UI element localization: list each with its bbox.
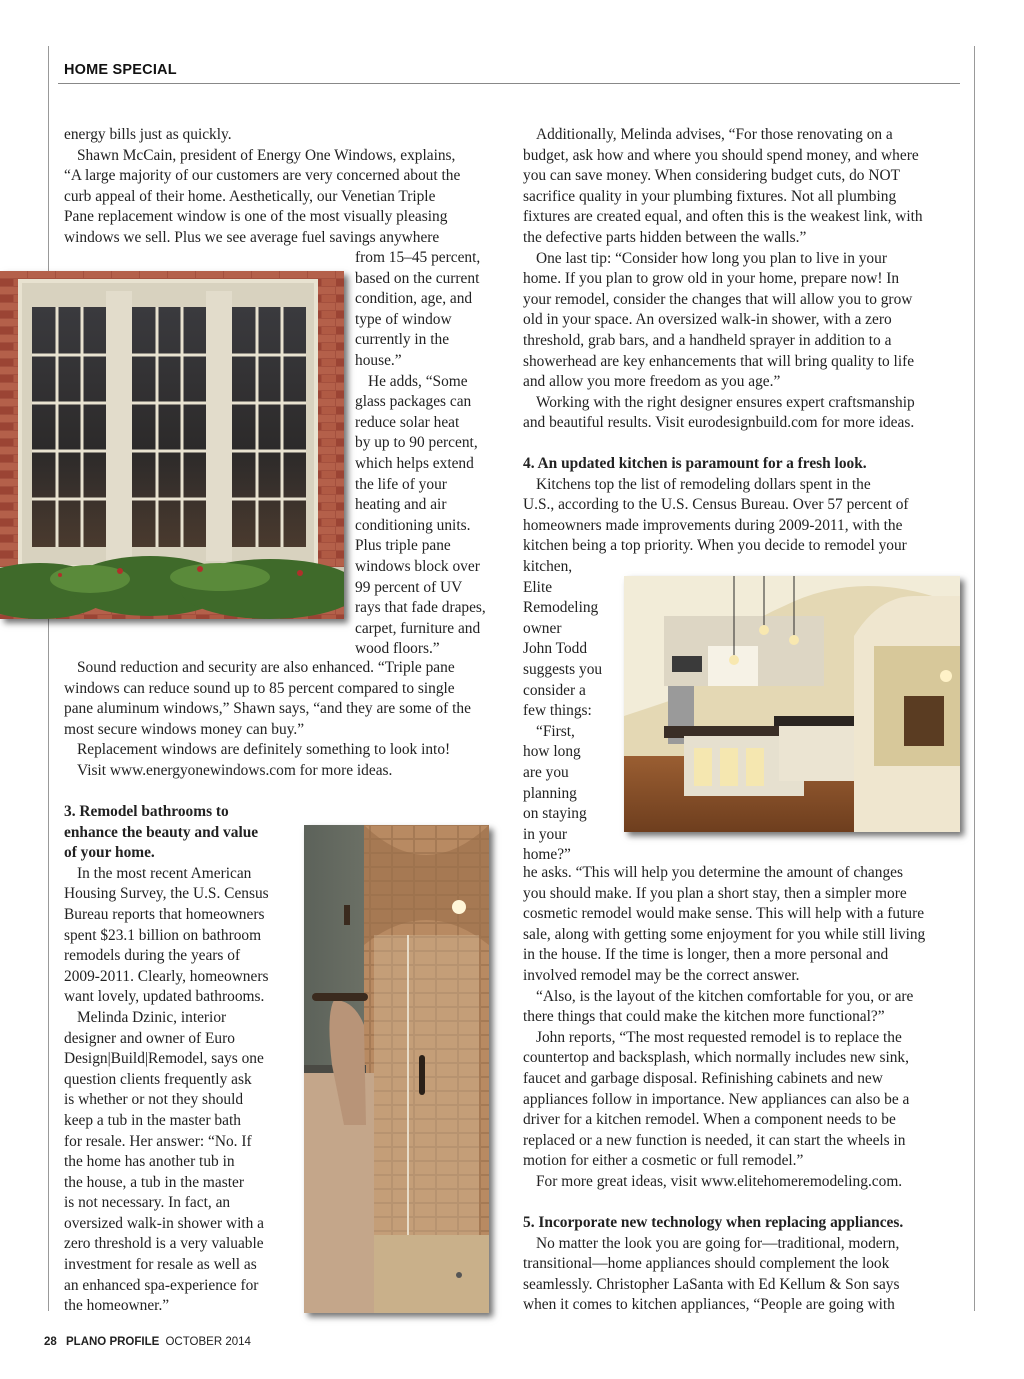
text-line: home. If you plan to grow old in your home, prepare now! In	[523, 270, 900, 288]
text-line: an enhanced spa-experience for	[64, 1276, 259, 1294]
text-line: No matter the look you are going for—traditional, modern,	[536, 1234, 900, 1252]
kitchen-wrap-text	[523, 557, 619, 866]
text-line: reduce solar heat	[355, 413, 460, 431]
text-line: when it comes to kitchen appliances, “People are going with	[523, 1296, 895, 1314]
page-number: 28	[44, 1336, 57, 1348]
text-line: designer and owner of Euro	[64, 1029, 235, 1047]
text-line: For more great ideas, visit www.elitehomeremodeling.com.	[536, 1172, 903, 1190]
text-line: windows block over	[355, 557, 480, 575]
heading-updated-kitchen: 4. An updated kitchen is paramount for a fresh look.	[523, 455, 867, 472]
text-line: for resale. Her answer: “No. If	[64, 1132, 252, 1150]
magazine-name: PLANO PROFILE	[66, 1336, 160, 1348]
text-line: motion for either a cosmetic or full remodel.”	[523, 1152, 804, 1170]
header-rule	[58, 83, 960, 84]
text-line: how long	[523, 743, 581, 761]
text-line: appliances follow in importance. New appliances can also be a	[523, 1090, 910, 1108]
text-line: the homeowner.”	[64, 1297, 170, 1315]
text-line: homeowners made improvements during 2009-2011, with the	[523, 516, 903, 534]
text-line: Visit www.energyonewindows.com for more ideas.	[77, 761, 393, 779]
text-line: is whether or not they should	[64, 1091, 244, 1109]
text-line: carpet, furniture and	[355, 619, 481, 637]
left-column-middle	[64, 658, 509, 782]
text-line: transitional—home appliances should complement the look	[523, 1255, 890, 1273]
text-line: driver for a kitchen remodel. When a component needs to be	[523, 1111, 896, 1129]
text-line: John reports, “The most requested remodel is to replace the	[536, 1028, 902, 1046]
text-line: suggests you	[523, 660, 603, 678]
shower-photo	[304, 825, 489, 1313]
text-line: One last tip: “Consider how long you plan to live in your	[536, 249, 887, 267]
text-line: based on the current	[355, 269, 480, 287]
text-line: sale, along with getting some enjoyment for you while still living	[523, 925, 926, 943]
heading-remodel-bathrooms: 3. Remodel bathrooms to enhance the beauty and value of your home.	[64, 803, 259, 862]
text-line: Design|Build|Remodel, says one	[64, 1050, 264, 1068]
text-line: budget, ask how and where you should spend money, and where	[523, 146, 919, 164]
text-line: “A large majority of our customers are very concerned about the	[64, 167, 461, 185]
text-line: you should make. If you plan a short stay, then a simpler more	[523, 884, 907, 902]
text-line: Plus triple pane	[355, 537, 451, 555]
text-line: U.S., according to the U.S. Census Bureau. Over 57 percent of	[523, 496, 909, 514]
text-line: Working with the right designer ensures expert craftsmanship	[536, 393, 915, 411]
text-line: consider a	[523, 681, 586, 699]
issue-date: OCTOBER 2014	[165, 1336, 251, 1348]
bathroom-section-text	[64, 802, 292, 1317]
text-line: “First,	[536, 722, 575, 740]
text-line: question clients frequently ask	[64, 1070, 252, 1088]
text-line: oversized walk-in shower with a	[64, 1214, 265, 1232]
kitchen-photo	[624, 576, 960, 832]
right-margin-rule	[974, 46, 975, 1311]
text-line: countertop and backsplash, which normally includes new sink,	[523, 1049, 909, 1067]
section-label: HOME SPECIAL	[64, 62, 177, 78]
text-line: and allow you more freedom as you age.”	[523, 373, 781, 391]
text-line: “Also, is the layout of the kitchen comfortable for you, or are	[536, 987, 914, 1005]
text-line: he asks. “This will help you determine the amount of changes	[523, 864, 903, 881]
text-line: house.”	[355, 351, 402, 369]
text-line: Elite	[523, 578, 553, 596]
text-line: He adds, “Some	[368, 372, 468, 390]
text-line: want lovely, updated bathrooms.	[64, 988, 265, 1006]
text-line: in your	[523, 825, 568, 843]
text-line: Remodeling	[523, 599, 599, 617]
text-line: conditioning units.	[355, 516, 471, 534]
left-margin-rule	[48, 46, 49, 1311]
text-line: most secure windows money can buy.”	[64, 720, 305, 738]
window-photo	[0, 271, 344, 619]
text-line: threshold, grab bars, and a handheld sprayer in addition to a	[523, 331, 892, 349]
text-line: zero threshold is a very valuable	[64, 1235, 264, 1253]
text-line: heating and air	[355, 496, 447, 514]
text-line: there things that could make the kitchen more functional?”	[523, 1008, 885, 1026]
text-line: remodels during the years of	[64, 947, 241, 965]
text-line: and beautiful results. Visit eurodesignbuild.com for more ideas.	[523, 414, 915, 432]
paragraph-mccain	[64, 146, 509, 249]
text-line: condition, age, and	[355, 290, 473, 308]
text-line: in the house. If the time is longer, then a more personal and	[523, 946, 889, 964]
text-line: few things:	[523, 702, 592, 720]
text-line: spent $23.1 billion on bathroom	[64, 926, 262, 944]
text-line: pane aluminum windows,” Shawn says, “and they are some of the	[64, 700, 471, 718]
left-column-top	[64, 125, 509, 249]
text-line: curb appeal of their home. Aesthetically, our Venetian Triple	[64, 187, 436, 205]
text-line: from 15–45 percent,	[355, 249, 481, 266]
text-line: fixtures are created equal, and often this is the weakest link, with	[523, 208, 923, 226]
text-line: planning	[523, 784, 577, 802]
text-line: 99 percent of UV	[355, 578, 463, 596]
heading-new-technology: 5. Incorporate new technology when replacing appliances.	[523, 1214, 904, 1232]
text-line: the house, a tub in the master	[64, 1173, 244, 1191]
text-line: Housing Survey, the U.S. Census	[64, 885, 269, 903]
text-line: Additionally, Melinda advises, “For those renovating on a	[536, 126, 893, 143]
text-line: replaced or a new function is needed, it can start the wheels in	[523, 1131, 906, 1149]
text-line: seamlessly. Christopher LaSanta with Ed Kellum & Son says	[523, 1275, 900, 1293]
text-line: investment for resale as well as	[64, 1256, 257, 1274]
text-line: sacrifice quality in your plumbing fixtures. Not all plumbing	[523, 187, 897, 205]
text-line: John Todd	[523, 640, 588, 658]
text-line: rays that fade drapes,	[355, 599, 486, 617]
text-line: the defective parts hidden between the walls.”	[523, 228, 807, 246]
text-line: currently in the	[355, 331, 450, 349]
text-line: type of window	[355, 310, 452, 328]
window-wrap-text	[355, 248, 505, 660]
text-line: keep a tub in the master bath	[64, 1111, 241, 1129]
text-line: home?”	[523, 846, 571, 864]
text-line: owner	[523, 619, 562, 637]
text-line: the home has another tub in	[64, 1153, 235, 1171]
right-column-top	[523, 125, 963, 434]
text-line: cosmetic remodel would make sense. This will help with a future	[523, 905, 925, 923]
paragraph-continued: energy bills just as quickly.	[64, 126, 232, 143]
text-line: old in your space. An oversized walk-in shower, with a zero	[523, 311, 892, 329]
text-line: kitchen,	[523, 558, 573, 575]
page-footer	[44, 1336, 251, 1348]
text-line: are you	[523, 763, 569, 781]
text-line: is not necessary. In fact, an	[64, 1194, 231, 1212]
text-line: Melinda Dzinic, interior	[77, 1008, 227, 1026]
text-line: Replacement windows are definitely something to look into!	[77, 741, 451, 759]
text-line: faucet and garbage disposal. Refinishing cabinets and new	[523, 1069, 883, 1087]
text-line: Pane replacement window is one of the most visually pleasing	[64, 208, 448, 226]
text-line: In the most recent American	[77, 864, 252, 882]
text-line: your remodel, consider the changes that will allow you to grow	[523, 290, 913, 308]
kitchen-section-text	[523, 454, 963, 557]
text-line: showerhead are key enhancements that will bring quality to life	[523, 352, 915, 370]
text-line: Shawn McCain, president of Energy One Windows, explains,	[77, 146, 456, 164]
text-line: by up to 90 percent,	[355, 434, 478, 452]
text-line: which helps extend	[355, 454, 474, 472]
text-line: involved remodel may be the correct answer.	[523, 966, 800, 984]
text-line: on staying	[523, 805, 587, 823]
text-line: Sound reduction and security are also enhanced. “Triple pane	[77, 659, 455, 676]
text-line: you can save money. When considering budget cuts, do NOT	[523, 167, 900, 185]
text-line: Kitchens top the list of remodeling dollars spent in the	[536, 475, 871, 493]
text-line: windows we sell. Plus we see average fuel savings anywhere	[64, 228, 440, 246]
text-line: 2009-2011. Clearly, homeowners	[64, 967, 269, 985]
right-column-bottom	[523, 863, 968, 1316]
text-line: glass packages can	[355, 393, 472, 411]
text-line: Bureau reports that homeowners	[64, 905, 265, 923]
text-line: the life of your	[355, 475, 447, 493]
text-line: wood floors.”	[355, 640, 440, 658]
text-line: windows can reduce sound up to 85 percent compared to single	[64, 679, 455, 697]
text-line: kitchen being a top priority. When you decide to remodel your	[523, 537, 907, 555]
